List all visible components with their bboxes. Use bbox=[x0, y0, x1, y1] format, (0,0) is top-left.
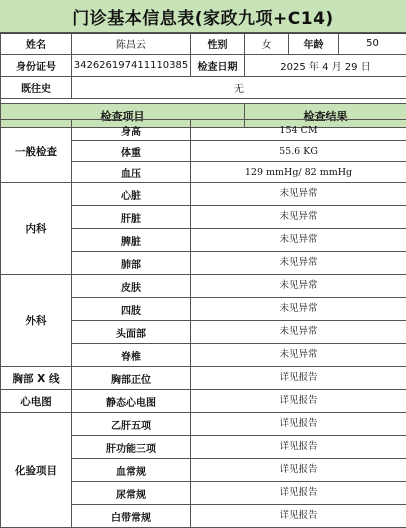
header-result: 检查结果 bbox=[245, 104, 406, 128]
exam-item: 脊椎 bbox=[72, 344, 191, 367]
patient-name: 陈昌云 bbox=[72, 33, 191, 55]
gender-label: 性别 bbox=[191, 33, 245, 55]
exam-date: 2025 年 4 月 29 日 bbox=[245, 55, 406, 77]
exam-row bbox=[1, 413, 406, 436]
exam-result: 详见报告 bbox=[191, 459, 406, 482]
patient-id-number: 342626197411110385 bbox=[72, 55, 191, 77]
exam-item: 血常规 bbox=[72, 459, 191, 482]
exam-item: 乙肝五项 bbox=[72, 413, 191, 436]
exam-item: 体重 bbox=[72, 141, 191, 162]
exam-results-body bbox=[1, 120, 406, 528]
history-label: 既往史 bbox=[1, 77, 72, 99]
exam-result: 未见异常 bbox=[191, 321, 406, 344]
exam-item: 身高 bbox=[72, 120, 191, 141]
exam-category: 内科 bbox=[1, 183, 72, 275]
exam-item: 心脏 bbox=[72, 183, 191, 206]
exam-item: 皮肤 bbox=[72, 275, 191, 298]
exam-category: 心电图 bbox=[1, 390, 72, 413]
exam-item: 脾脏 bbox=[72, 229, 191, 252]
exam-row bbox=[1, 390, 406, 413]
exam-result: 55.6 KG bbox=[191, 141, 406, 162]
exam-result: 未见异常 bbox=[191, 206, 406, 229]
exam-item: 尿常规 bbox=[72, 482, 191, 505]
exam-result: 未见异常 bbox=[191, 275, 406, 298]
exam-result: 详见报告 bbox=[191, 413, 406, 436]
exam-row bbox=[1, 183, 406, 206]
exam-row bbox=[1, 275, 406, 298]
exam-result: 详见报告 bbox=[191, 482, 406, 505]
exam-result: 未见异常 bbox=[191, 183, 406, 206]
exam-result: 未见异常 bbox=[191, 229, 406, 252]
medical-history: 无 bbox=[72, 77, 406, 99]
exam-item: 静态心电图 bbox=[72, 390, 191, 413]
exam-item: 肺部 bbox=[72, 252, 191, 275]
exam-result: 未见异常 bbox=[191, 344, 406, 367]
exam-item: 四肢 bbox=[72, 298, 191, 321]
exam-item: 头面部 bbox=[72, 321, 191, 344]
exam-result: 详见报告 bbox=[191, 390, 406, 413]
name-label: 姓名 bbox=[1, 33, 72, 55]
exam-row bbox=[1, 120, 406, 141]
exam-result: 154 CM bbox=[191, 120, 406, 141]
exam-result: 129 mmHg/ 82 mmHg bbox=[191, 162, 406, 183]
exam-item: 白带常规 bbox=[72, 505, 191, 528]
date-label: 检查日期 bbox=[191, 55, 245, 77]
exam-item: 肝脏 bbox=[72, 206, 191, 229]
age-label: 年龄 bbox=[289, 33, 339, 55]
exam-result: 详见报告 bbox=[191, 367, 406, 390]
form-title: 门诊基本信息表(家政九项+C14) bbox=[0, 0, 406, 34]
patient-age: 50 bbox=[339, 33, 406, 55]
exam-result: 未见异常 bbox=[191, 298, 406, 321]
exam-results-table bbox=[0, 119, 406, 528]
exam-result: 未见异常 bbox=[191, 252, 406, 275]
exam-item: 血压 bbox=[72, 162, 191, 183]
patient-info-table bbox=[0, 32, 406, 128]
exam-result: 详见报告 bbox=[191, 505, 406, 528]
exam-item: 胸部正位 bbox=[72, 367, 191, 390]
exam-category: 一般检查 bbox=[1, 120, 72, 183]
exam-row bbox=[1, 367, 406, 390]
id-label: 身份证号 bbox=[1, 55, 72, 77]
patient-gender: 女 bbox=[245, 33, 289, 55]
exam-result: 详见报告 bbox=[191, 436, 406, 459]
exam-category: 胸部 X 线 bbox=[1, 367, 72, 390]
header-item: 检查项目 bbox=[1, 104, 245, 128]
exam-category: 外科 bbox=[1, 275, 72, 367]
exam-category: 化验项目 bbox=[1, 413, 72, 528]
exam-item: 肝功能三项 bbox=[72, 436, 191, 459]
